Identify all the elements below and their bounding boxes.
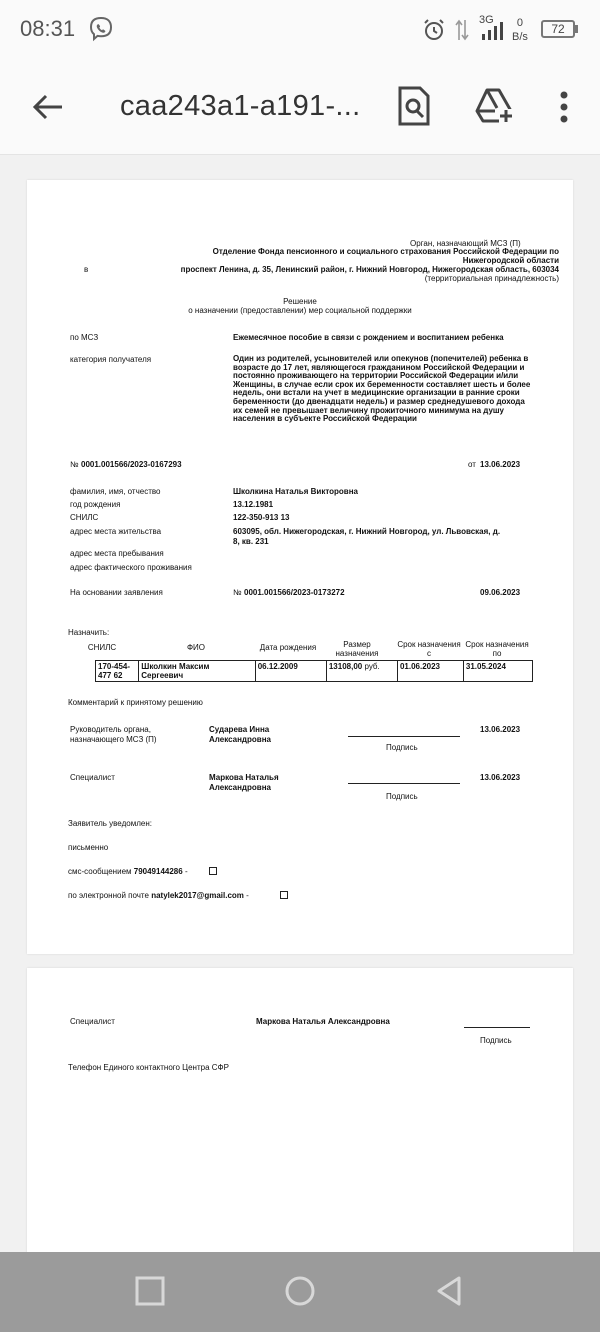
speed-value: 0 bbox=[516, 17, 524, 29]
document-title: caa243a1-a191-... bbox=[120, 90, 361, 122]
address-prefix: в bbox=[84, 265, 89, 274]
decision-date: 13.06.2023 bbox=[480, 460, 521, 469]
row-to: 31.05.2024 bbox=[463, 661, 532, 682]
decision-date-prefix: от bbox=[468, 460, 476, 469]
col-header-fio: ФИО bbox=[186, 643, 206, 652]
specialist-signature-line bbox=[348, 783, 460, 784]
head-name: Сударева Инна Александровна bbox=[209, 725, 271, 744]
sms-row bbox=[68, 867, 188, 877]
head-signature-label: Подпись bbox=[386, 743, 418, 752]
head-date: 13.06.2023 bbox=[480, 725, 521, 734]
row-currency: руб. bbox=[364, 662, 380, 671]
network-speed bbox=[512, 16, 528, 44]
app-bar bbox=[0, 60, 600, 155]
row-fio: Школкин Максим Сергеевич bbox=[139, 661, 255, 682]
sms-checkbox[interactable] bbox=[209, 867, 217, 875]
org-line-1: Отделение Фонда пенсионного и социального страхования Российской Федерации по bbox=[212, 247, 559, 256]
msz-label: по МСЗ bbox=[70, 333, 99, 342]
alarm-icon bbox=[422, 18, 446, 42]
email-checkbox[interactable] bbox=[280, 891, 288, 899]
snils-label: СНИЛС bbox=[70, 513, 99, 522]
battery-tip bbox=[575, 25, 578, 33]
row-birth: 06.12.2009 bbox=[255, 661, 326, 682]
email-address: natylek2017@gmail.com bbox=[151, 891, 244, 900]
decision-number-prefix: № bbox=[70, 460, 79, 469]
back-nav-icon[interactable] bbox=[433, 1274, 467, 1308]
add-to-drive-icon[interactable] bbox=[474, 87, 514, 125]
viber-icon bbox=[88, 16, 114, 42]
basis-date: 09.06.2023 bbox=[480, 588, 521, 597]
back-arrow-icon[interactable] bbox=[28, 88, 66, 126]
decision-subtitle: о назначении (предоставлении) мер социальной поддержки bbox=[188, 306, 412, 315]
residence-value: 603095, обл. Нижегородская, г. Нижний Новгород, ул. Львовская, д. 8, кв. 231 bbox=[233, 527, 501, 546]
network-type: 3G bbox=[479, 14, 494, 26]
document-page-1 bbox=[27, 180, 573, 954]
basis-number-prefix: № bbox=[233, 588, 242, 597]
status-time: 08:31 bbox=[20, 16, 76, 41]
org-line-2: Нижегородской области bbox=[462, 256, 559, 265]
org-address: проспект Ленина, д. 35, Ленинский район, г. Нижний Новгород, Нижегородская область, 603034 bbox=[180, 265, 559, 274]
page2-signature-label: Подпись bbox=[480, 1036, 512, 1045]
row-amount-cell bbox=[326, 661, 397, 682]
data-transfer-icon bbox=[455, 16, 469, 44]
birth-value: 13.12.1981 bbox=[233, 500, 274, 509]
decision-title: Решение bbox=[283, 297, 317, 306]
head-signature-line bbox=[348, 736, 460, 737]
snils-value: 122-350-913 13 bbox=[233, 513, 290, 522]
comment-label: Комментарий к принятому решению bbox=[68, 698, 203, 707]
organ-label: Орган, назначающий МСЗ (П) bbox=[410, 239, 521, 248]
recent-apps-icon[interactable] bbox=[133, 1274, 167, 1308]
territorial-note: (территориальная принадлежность) bbox=[424, 274, 559, 283]
speed-unit: B/s bbox=[512, 31, 528, 43]
col-header-to: Срок назначения по bbox=[465, 640, 529, 658]
row-amount: 13108,00 bbox=[328, 662, 363, 671]
more-options-icon[interactable] bbox=[552, 88, 576, 126]
sms-label: смс-сообщением bbox=[68, 867, 132, 876]
page2-specialist-label: Специалист bbox=[70, 1017, 115, 1026]
specialist-label: Специалист bbox=[70, 773, 115, 782]
written-label: письменно bbox=[68, 843, 109, 852]
actual-residence-label: адрес фактического проживания bbox=[70, 563, 192, 572]
birth-label: год рождения bbox=[70, 500, 121, 509]
category-label: категория получателя bbox=[70, 355, 152, 364]
navigation-bar bbox=[0, 1252, 600, 1332]
row-from: 01.06.2023 bbox=[397, 661, 463, 682]
sms-number: 79049144286 bbox=[133, 867, 183, 876]
search-in-document-icon[interactable] bbox=[396, 86, 432, 126]
table-row bbox=[96, 661, 533, 682]
email-dash: - bbox=[246, 891, 249, 900]
category-value: Один из родителей, усыновителей или опекунов (попечителей) ребенка в возрасте до 17 лет, являющегося гражданином Российской Федерации и постоянно проживающего на территории Российской Федерации и/или Женщины, в случае если срок их беременности составляет шесть и более недель, они встали на учет в медицинские организации в ранние сроки беременности (до двенадцати недель) и размер среднедушевого дохода их семей не превышает величину прожиточного минимума на душу населения в субъекте Российской Федерации bbox=[233, 354, 531, 424]
email-row bbox=[68, 891, 249, 901]
assignment-table bbox=[95, 660, 533, 682]
battery-icon: 72 bbox=[541, 20, 575, 38]
notified-label: Заявитель уведомлен: bbox=[68, 819, 152, 828]
contact-center-label: Телефон Единого контактного Центра СФР bbox=[68, 1063, 229, 1072]
residence-label: адрес места жительства bbox=[70, 527, 162, 536]
basis-number: 0001.001566/2023-0173272 bbox=[244, 588, 345, 597]
fio-label: фамилия, имя, отчество bbox=[70, 487, 161, 496]
head-label: Руководитель органа, назначающего МСЗ (П) bbox=[70, 725, 157, 744]
col-header-from: Срок назначения с bbox=[397, 640, 461, 658]
sms-dash: - bbox=[184, 867, 188, 876]
document-page-2 bbox=[27, 968, 573, 1268]
decision-number: 0001.001566/2023-0167293 bbox=[81, 460, 182, 469]
col-header-birth: Дата рождения bbox=[259, 643, 317, 652]
col-header-snils: СНИЛС bbox=[87, 643, 117, 652]
home-icon[interactable] bbox=[283, 1274, 317, 1308]
specialist-name: Маркова Наталья Александровна bbox=[209, 773, 279, 792]
col-header-amount: Размер назначения bbox=[335, 640, 379, 658]
msz-value: Ежемесячное пособие в связи с рождением и воспитанием ребенка bbox=[233, 333, 504, 342]
page2-specialist-name: Маркова Наталья Александровна bbox=[256, 1017, 390, 1026]
basis-label: На основании заявления bbox=[70, 588, 163, 597]
email-label: по электронной почте bbox=[68, 891, 149, 900]
stay-label: адрес места пребывания bbox=[70, 549, 164, 558]
specialist-signature-label: Подпись bbox=[386, 792, 418, 801]
status-bar bbox=[0, 0, 600, 60]
page2-signature-line bbox=[464, 1027, 530, 1028]
specialist-date: 13.06.2023 bbox=[480, 773, 521, 782]
fio-value: Школкина Наталья Викторовна bbox=[233, 487, 358, 496]
assign-label: Назначить: bbox=[68, 628, 110, 637]
row-snils: 170-454-477 62 bbox=[96, 661, 139, 682]
